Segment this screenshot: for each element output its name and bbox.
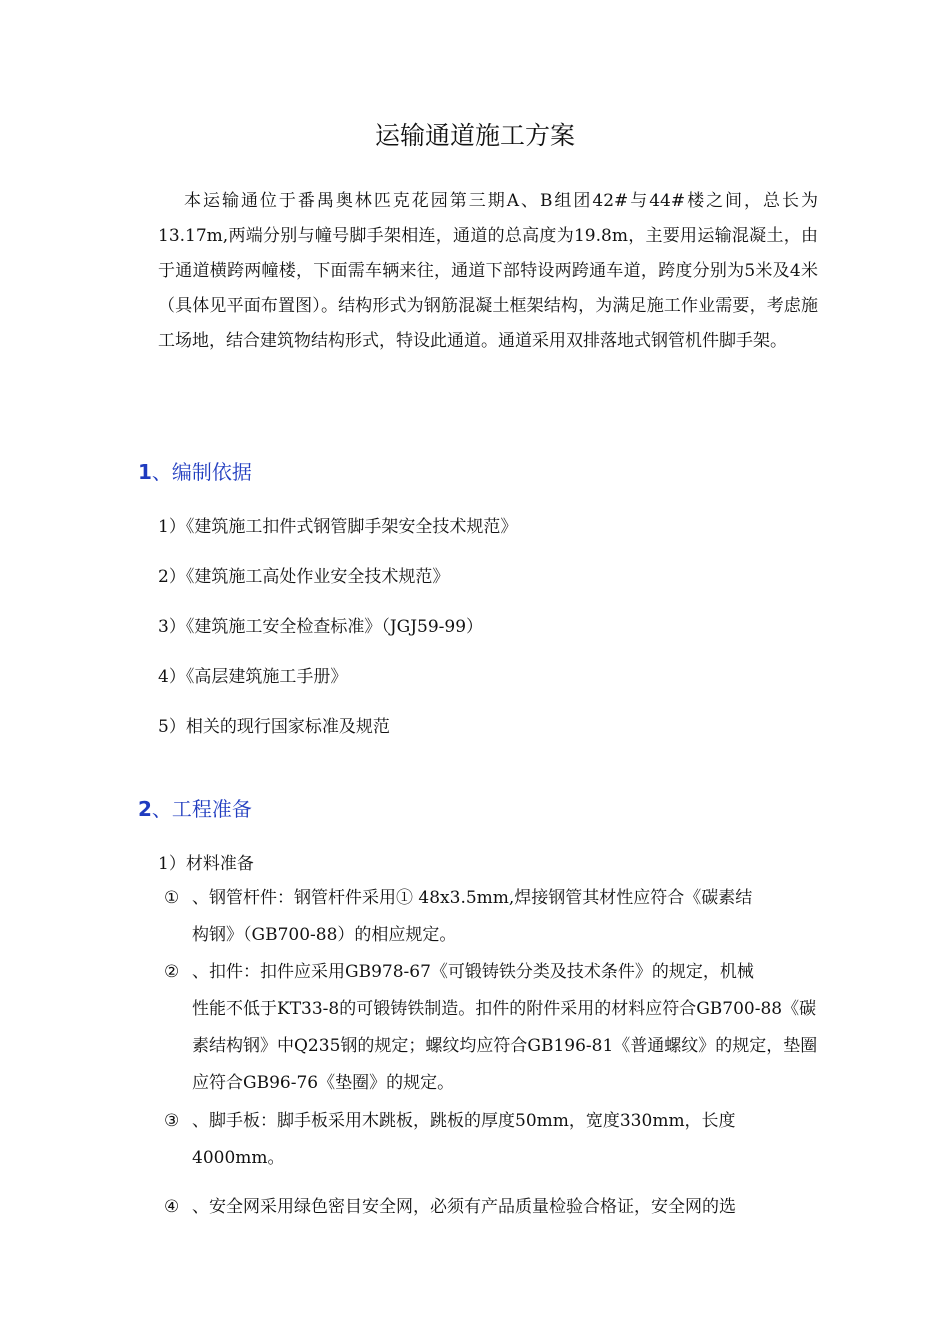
- paragraph-first-line: 、安全网采用绿色密目安全网，必须有产品质量检验合格证，安全网的选: [192, 1197, 736, 1217]
- item-marker: ③: [164, 1111, 180, 1131]
- material-paragraph: [164, 954, 819, 1102]
- item-marker: ④: [164, 1197, 180, 1217]
- reference-item: 4）《高层建筑施工手册》: [158, 667, 348, 687]
- paragraph-first-line: 、扣件：扣件应采用GB978-67《可锻铸铁分类及技术条件》的规定，机械: [192, 962, 754, 982]
- section-title: 、编制依据: [151, 460, 252, 484]
- paragraph-continuation: 性能不低于KT33-8的可锻铸铁制造。扣件的附件采用的材料应符合GB700-88《碳素结构钢》中Q235钢的规定；螺纹均应符合GB196-81《普通螺纹》的规定，垫圈应符合GB96-76《垫圈》的规定。: [192, 999, 818, 1093]
- material-paragraph: [164, 880, 819, 954]
- material-paragraph: [164, 1103, 819, 1177]
- item-marker: ②: [164, 962, 180, 982]
- document-title: 运输通道施工方案: [374, 121, 575, 150]
- section-number: 1: [138, 460, 152, 484]
- subsection-heading: 1）材料准备: [158, 854, 254, 874]
- section-heading-2: [138, 793, 252, 822]
- paragraph-first-line: 、钢管杆件：钢管杆件采用① 48x3.5mm,焊接钢管其材性应符合《碳素结: [192, 888, 753, 908]
- intro-paragraph: 本运输通位于番禺奥林匹克花园第三期A、B组团42#与44#楼之间，总长为13.17m,两端分别与幢号脚手架相连，通道的总高度为19.8m，主要用运输混凝土，由于通道横跨两幢楼，下面需车辆来往，通道下部特设两跨通车道，跨度分别为5米及4米（具体见平面布置图）。结构形式为钢筋混凝土框架结构，为满足施工作业需要，考虑施工场地，结合建筑物结构形式，特设此通道。通道采用双排落地式钢管机件脚手架。: [158, 191, 818, 351]
- reference-item: 3）《建筑施工安全检查标准》（JGJ59-99）: [158, 617, 484, 637]
- section-number: 2: [138, 797, 152, 821]
- item-marker: ①: [164, 888, 180, 908]
- section-title: 、工程准备: [151, 797, 252, 821]
- section-heading-1: [138, 456, 252, 485]
- material-paragraph: [164, 1189, 819, 1226]
- reference-item: 1）《建筑施工扣件式钢管脚手架安全技术规范》: [158, 517, 518, 537]
- paragraph-continuation: 4000mm。: [192, 1148, 285, 1168]
- paragraph-continuation: 构钢》（GB700-88）的相应规定。: [192, 925, 457, 945]
- reference-item: 5）相关的现行国家标准及规范: [158, 717, 390, 737]
- reference-item: 2）《建筑施工高处作业安全技术规范》: [158, 567, 450, 587]
- paragraph-first-line: 、脚手板：脚手板采用木跳板，跳板的厚度50mm，宽度330mm，长度: [192, 1111, 736, 1131]
